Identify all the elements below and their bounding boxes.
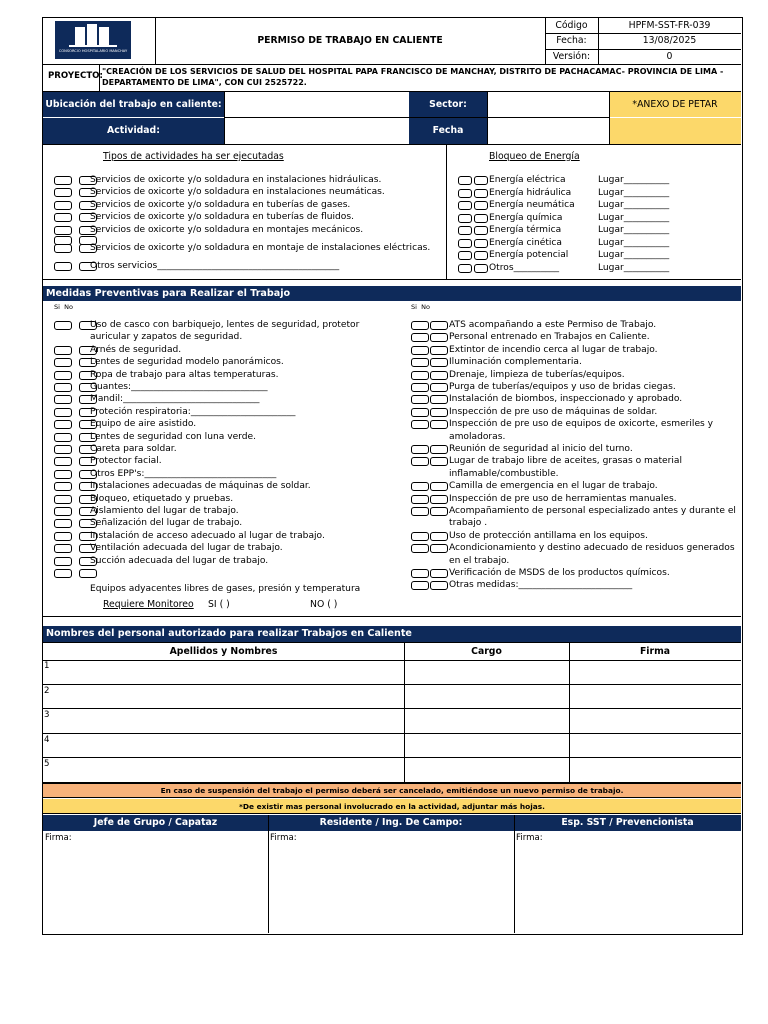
energy-label: Energía hidráulica bbox=[489, 187, 572, 198]
actividad-field[interactable] bbox=[224, 118, 409, 144]
si-checkbox[interactable] bbox=[54, 201, 72, 210]
item-label: Señalización del lugar de trabajo. bbox=[90, 518, 243, 529]
item-label: Servicios de oxicorte y/o soldadura en montaje de instalaciones eléctricas. bbox=[90, 243, 431, 253]
si-checkbox[interactable] bbox=[458, 226, 472, 235]
lugar-field[interactable]: Lugar__________ bbox=[598, 200, 670, 210]
personnel-title: Nombres del personal autorizado para realizar Trabajos en Caliente bbox=[43, 626, 741, 642]
si-checkbox[interactable] bbox=[54, 408, 72, 417]
item-label: Uso de casco con barbiquejo, lentes de seguridad, protetor bbox=[90, 320, 360, 330]
fecha-value: 13/08/2025 bbox=[642, 35, 697, 46]
item-label: Servicios de oxicorte y/o soldadura en montajes mecánicos. bbox=[90, 225, 364, 235]
item-label: Protector facial. bbox=[90, 456, 162, 467]
item-label: Arnés de seguridad. bbox=[90, 344, 182, 355]
item-label: Equipo de aire asistido. bbox=[90, 419, 197, 430]
item-label: Uso de protección antillama en los equipos. bbox=[449, 530, 648, 541]
item-label: Acondicionamiento y destino adecuado de residuos generados bbox=[449, 543, 735, 554]
item-label: trabajo . bbox=[449, 518, 488, 529]
si-checkbox[interactable] bbox=[54, 507, 72, 516]
company-logo-icon bbox=[55, 21, 131, 59]
si-checkbox[interactable] bbox=[54, 321, 72, 330]
item-label: inflamable/combustible. bbox=[449, 468, 559, 479]
si-checkbox[interactable] bbox=[411, 482, 429, 491]
item-label: Purga de tuberías/equipos y uso de bridas ciegas. bbox=[449, 382, 676, 392]
si-no-header-left: Si No bbox=[54, 303, 73, 311]
firma-residente[interactable]: Firma: bbox=[270, 833, 297, 843]
no-checkbox[interactable] bbox=[474, 189, 488, 198]
actividad-label: Actividad: bbox=[43, 118, 224, 144]
sig-header-sst: Esp. SST / Prevencionista bbox=[514, 815, 741, 831]
item-label: Otros EPP's:_____________________________ bbox=[90, 468, 277, 479]
item-label: Guantes:______________________________ bbox=[90, 382, 268, 392]
no-checkbox[interactable] bbox=[474, 264, 488, 273]
lugar-field[interactable]: Lugar__________ bbox=[598, 175, 670, 185]
no-checkbox[interactable] bbox=[430, 358, 448, 367]
si-checkbox[interactable] bbox=[54, 519, 72, 528]
logo-text: CONSORCIO HOSPITALARIO MANCHAY bbox=[58, 49, 128, 53]
lugar-field[interactable]: Lugar__________ bbox=[598, 212, 670, 223]
no-checkbox[interactable] bbox=[430, 457, 448, 466]
row-number: 3 bbox=[44, 710, 50, 721]
no-checkbox[interactable] bbox=[474, 239, 488, 248]
item-label: Instalación de acceso adecuado al lugar de trabajo. bbox=[90, 530, 325, 541]
item-label: Iluminación complementaria. bbox=[449, 357, 582, 368]
version-label: Versión: bbox=[552, 50, 591, 62]
si-checkbox[interactable] bbox=[411, 569, 429, 578]
personnel-row[interactable] bbox=[43, 758, 741, 783]
si-checkbox[interactable] bbox=[54, 482, 72, 491]
no-checkbox[interactable] bbox=[474, 201, 488, 210]
personnel-row[interactable] bbox=[43, 660, 741, 685]
monitoreo-si[interactable]: SI ( ) bbox=[208, 599, 230, 610]
item-label: Inspección de pre uso de herramientas manuales. bbox=[449, 493, 677, 504]
project-line-2: DEPARTAMENTO DE LIMA", CON CUI 2525722. bbox=[102, 78, 307, 87]
si-checkbox[interactable] bbox=[54, 383, 72, 392]
no-checkbox[interactable] bbox=[430, 544, 448, 553]
si-checkbox[interactable] bbox=[54, 226, 72, 235]
item-label: Inspección de pre uso de máquinas de soldar. bbox=[449, 406, 658, 417]
monitoreo-label: Requiere Monitoreo bbox=[103, 599, 194, 610]
no-checkbox[interactable] bbox=[474, 176, 488, 185]
item-label: Equipos adyacentes libres de gases, presión y temperatura bbox=[90, 584, 361, 594]
no-checkbox[interactable] bbox=[430, 420, 448, 429]
si-checkbox[interactable] bbox=[54, 395, 72, 404]
logo-box bbox=[55, 21, 131, 59]
si-checkbox[interactable] bbox=[411, 321, 429, 330]
energy-label: Energía cinética bbox=[489, 237, 562, 248]
item-label: Succión adecuada del lugar de trabajo. bbox=[90, 555, 269, 566]
si-checkbox[interactable] bbox=[411, 333, 429, 342]
item-label: Careta para soldar. bbox=[90, 444, 177, 454]
item-label: Acompañamiento de personal especializado antes y durante el bbox=[449, 506, 736, 516]
version-value: 0 bbox=[666, 50, 673, 62]
si-checkbox[interactable] bbox=[411, 544, 429, 553]
si-checkbox[interactable] bbox=[458, 264, 472, 273]
item-label: Instalaciones adecuadas de máquinas de soldar. bbox=[90, 481, 311, 492]
no-checkbox[interactable] bbox=[430, 445, 448, 454]
energy-label: Energía química bbox=[489, 212, 563, 223]
sig-header-residente: Residente / Ing. De Campo: bbox=[268, 815, 514, 831]
more-staff-note: *De existir mas personal involucrado en la actividad, adjuntar más hojas. bbox=[43, 799, 741, 814]
energy-label: Energía eléctrica bbox=[489, 175, 566, 185]
si-checkbox[interactable] bbox=[458, 176, 472, 185]
sig-header-jefe: Jefe de Grupo / Capataz bbox=[43, 815, 268, 831]
ubicacion-field[interactable] bbox=[224, 92, 409, 117]
si-checkbox[interactable] bbox=[411, 532, 429, 541]
item-label: Personal entrenado en Trabajos en Caliente. bbox=[449, 332, 650, 343]
si-checkbox[interactable] bbox=[54, 371, 72, 380]
energy-label: Energía térmica bbox=[489, 225, 562, 235]
si-checkbox[interactable] bbox=[458, 239, 472, 248]
item-label: Lugar de trabajo libre de aceites, grasas o material bbox=[449, 456, 683, 467]
row-number: 5 bbox=[44, 759, 50, 770]
si-checkbox[interactable] bbox=[458, 214, 472, 223]
si-checkbox[interactable] bbox=[411, 358, 429, 367]
lugar-field[interactable]: Lugar__________ bbox=[598, 225, 670, 235]
item-label: en el trabajo. bbox=[449, 555, 510, 566]
lugar-field[interactable]: Lugar__________ bbox=[598, 250, 670, 260]
col-apellidos: Apellidos y Nombres bbox=[169, 645, 278, 657]
si-checkbox[interactable] bbox=[411, 495, 429, 504]
codigo-label: Código bbox=[555, 19, 588, 31]
si-checkbox[interactable] bbox=[411, 383, 429, 392]
si-checkbox[interactable] bbox=[411, 445, 429, 454]
no-checkbox[interactable] bbox=[430, 395, 448, 404]
item-label: Otros servicios________________________________________ bbox=[90, 261, 340, 271]
item-label: auricular y zapatos de seguridad. bbox=[90, 332, 243, 343]
lugar-field[interactable]: Lugar__________ bbox=[598, 262, 670, 273]
si-checkbox[interactable] bbox=[54, 544, 72, 553]
item-label: Drenaje, limpieza de tuberías/equipos. bbox=[449, 369, 625, 380]
si-checkbox[interactable] bbox=[54, 262, 72, 271]
item-label: Servicios de oxicorte y/o soldadura en instalaciones hidráulicas. bbox=[90, 175, 382, 185]
lugar-field[interactable]: Lugar__________ bbox=[598, 187, 670, 198]
si-checkbox[interactable] bbox=[54, 445, 72, 454]
item-label: Camilla de emergencia en el lugar de trabajo. bbox=[449, 481, 658, 492]
item-label: Bloqueo, etiquetado y pruebas. bbox=[90, 493, 234, 504]
si-checkbox[interactable] bbox=[54, 457, 72, 466]
personnel-row[interactable] bbox=[43, 734, 741, 759]
no-checkbox[interactable] bbox=[430, 346, 448, 355]
energy-label: Energía potencial bbox=[489, 250, 569, 260]
item-label: ATS acompañando a este Permiso de Trabajo. bbox=[449, 320, 657, 330]
form-title: PERMISO DE TRABAJO EN CALIENTE bbox=[257, 35, 443, 46]
ubicacion-label: Ubicación del trabajo en caliente: bbox=[43, 92, 224, 117]
project-label: PROYECTO: bbox=[48, 71, 103, 81]
si-checkbox[interactable] bbox=[54, 532, 72, 541]
si-no-header-right: Si No bbox=[411, 303, 430, 311]
si-checkbox[interactable] bbox=[411, 395, 429, 404]
si-checkbox[interactable] bbox=[411, 346, 429, 355]
row-number: 4 bbox=[44, 734, 50, 745]
measures-title: Medidas Preventivas para Realizar el Trabajo bbox=[43, 286, 741, 301]
si-checkbox[interactable] bbox=[458, 251, 472, 260]
no-checkbox[interactable] bbox=[430, 532, 448, 541]
col-firma: Firma bbox=[639, 645, 671, 657]
energy-title: Bloqueo de Energía bbox=[489, 151, 580, 162]
item-label: amoladoras. bbox=[449, 431, 506, 442]
item-label: Ropa de trabajo para altas temperaturas. bbox=[90, 369, 279, 380]
item-label: Lentes de seguridad modelo panorámicos. bbox=[90, 357, 284, 368]
si-checkbox[interactable] bbox=[411, 408, 429, 417]
lugar-field[interactable]: Lugar__________ bbox=[598, 237, 670, 248]
no-checkbox[interactable] bbox=[430, 371, 448, 380]
si-checkbox[interactable] bbox=[54, 244, 72, 253]
energy-label: Otros__________ bbox=[489, 262, 560, 273]
permit-form bbox=[42, 17, 743, 935]
item-label: Mandil:______________________________ bbox=[90, 394, 260, 405]
no-checkbox[interactable] bbox=[430, 383, 448, 392]
si-checkbox[interactable] bbox=[411, 420, 429, 429]
no-checkbox[interactable] bbox=[474, 226, 488, 235]
si-checkbox[interactable] bbox=[54, 420, 72, 429]
no-checkbox[interactable] bbox=[474, 214, 488, 223]
si-checkbox[interactable] bbox=[458, 201, 472, 210]
activities-title: Tipos de actividades ha ser ejecutadas bbox=[103, 151, 284, 162]
item-label: Aislamiento del lugar de trabajo. bbox=[90, 506, 239, 516]
item-label: Verificación de MSDS de los productos químicos. bbox=[449, 568, 670, 578]
anexo-petar-label: *ANEXO DE PETAR bbox=[609, 92, 741, 117]
item-label: Extintor de incendio cerca al lugar de trabajo. bbox=[449, 344, 658, 355]
si-checkbox[interactable] bbox=[54, 433, 72, 442]
no-checkbox[interactable] bbox=[430, 495, 448, 504]
codigo-value: HPFM-SST-FR-039 bbox=[628, 19, 711, 31]
no-checkbox[interactable] bbox=[430, 482, 448, 491]
firma-jefe[interactable]: Firma: bbox=[45, 833, 72, 843]
si-checkbox[interactable] bbox=[411, 581, 429, 590]
firma-sst[interactable]: Firma: bbox=[516, 833, 543, 843]
monitoreo-no[interactable]: NO ( ) bbox=[310, 599, 338, 610]
item-label: Instalación de biombos, inspeccionado y aprobado. bbox=[449, 394, 683, 405]
no-checkbox[interactable] bbox=[430, 507, 448, 516]
fecha-label: Fecha: bbox=[556, 35, 587, 46]
anexo-yellow-cell bbox=[609, 118, 741, 144]
si-checkbox[interactable] bbox=[411, 371, 429, 380]
si-checkbox[interactable] bbox=[54, 495, 72, 504]
item-label: Servicios de oxicorte y/o soldadura en instalaciones neumáticas. bbox=[90, 187, 385, 197]
si-checkbox[interactable] bbox=[54, 358, 72, 367]
item-label: Ventilación adecuada del lugar de trabajo. bbox=[90, 543, 283, 554]
no-checkbox[interactable] bbox=[79, 569, 97, 578]
si-checkbox[interactable] bbox=[54, 346, 72, 355]
item-label: Inspección de pre uso de equipos de oxicorte, esmeriles y bbox=[449, 419, 714, 430]
suspension-note: En caso de suspensión del trabajo el permiso deberá ser cancelado, emitiéndose un nuevo permiso de trabajo. bbox=[43, 783, 741, 798]
si-checkbox[interactable] bbox=[54, 213, 72, 222]
item-label: Proteción respiratoria:_______________________ bbox=[90, 406, 296, 417]
item-label: Servicios de oxicorte y/o soldadura en tuberías de fluidos. bbox=[90, 212, 354, 222]
no-checkbox[interactable] bbox=[430, 569, 448, 578]
row-number: 2 bbox=[44, 685, 50, 696]
si-checkbox[interactable] bbox=[54, 557, 72, 566]
energy-label: Energía neumática bbox=[489, 200, 575, 210]
item-label: Lentes de seguridad con luna verde. bbox=[90, 431, 257, 442]
no-checkbox[interactable] bbox=[430, 581, 448, 590]
item-label: Servicios de oxicorte y/o soldadura en tuberías de gases. bbox=[90, 200, 351, 210]
item-label: Reunión de seguridad al inicio del turno. bbox=[449, 444, 633, 454]
no-checkbox[interactable] bbox=[430, 408, 448, 417]
project-line-1: "CREACIÓN DE LOS SERVICIOS DE SALUD DEL HOSPITAL PAPA FRANCISCO DE MANCHAY, DISTRITO DE PACHACAMAC- PROVINCIA DE LIMA - bbox=[102, 67, 724, 76]
sector-label: Sector: bbox=[409, 92, 487, 117]
fecha-field[interactable] bbox=[487, 118, 609, 144]
si-checkbox[interactable] bbox=[411, 507, 429, 516]
si-checkbox[interactable] bbox=[411, 457, 429, 466]
si-checkbox[interactable] bbox=[54, 569, 72, 578]
fecha-row-label: Fecha bbox=[409, 118, 487, 144]
no-checkbox[interactable] bbox=[430, 333, 448, 342]
sector-field[interactable] bbox=[487, 92, 609, 117]
si-checkbox[interactable] bbox=[54, 176, 72, 185]
si-checkbox[interactable] bbox=[54, 470, 72, 479]
si-checkbox[interactable] bbox=[54, 188, 72, 197]
si-checkbox[interactable] bbox=[458, 189, 472, 198]
row-number: 1 bbox=[44, 661, 50, 671]
personnel-row[interactable] bbox=[43, 709, 741, 734]
no-checkbox[interactable] bbox=[474, 251, 488, 260]
personnel-row[interactable] bbox=[43, 685, 741, 710]
col-cargo: Cargo bbox=[471, 645, 502, 657]
no-checkbox[interactable] bbox=[430, 321, 448, 330]
item-label: Otras medidas:_________________________ bbox=[449, 580, 633, 591]
